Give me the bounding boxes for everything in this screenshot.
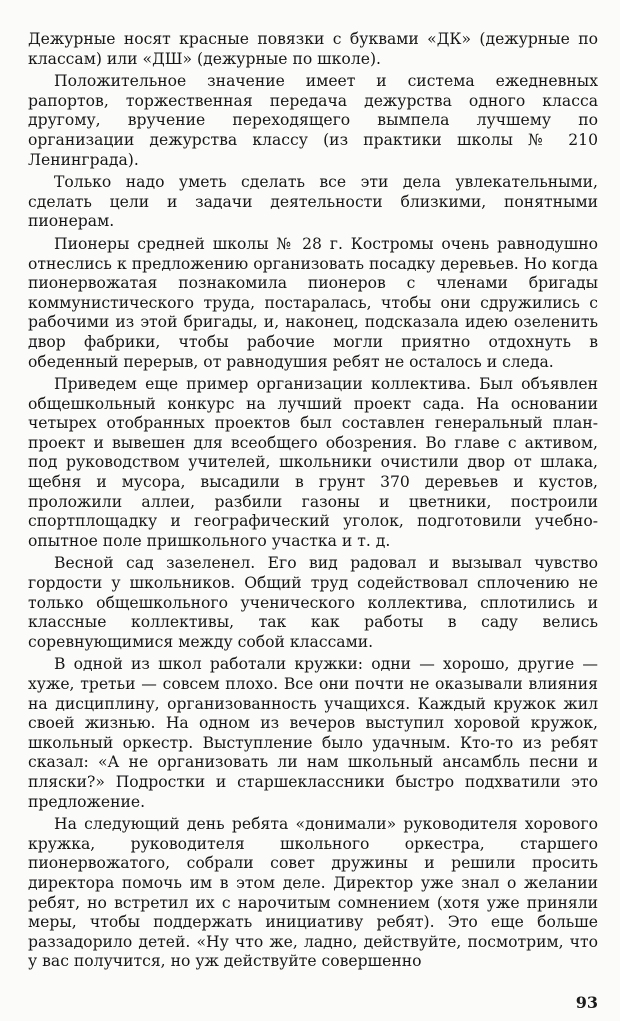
paragraph-1: Дежурные носят красные повязки с буквами «ДК» (дежурные по классам) или «ДШ» (дежурные по школе). [28, 30, 598, 68]
body-text [28, 30, 598, 972]
paragraph-8: На следующий день ребята «донимали» руководителя хорового кружка, руководителя школьного оркестра, старшего пионервожатого, собрали совет дружины и решили просить директора помочь им в этом деле. Директор уже знал о желании ребят, но встретил их с нарочитым сомнением (хотя уже приняли меры, чтобы поддержать инициативу ребят). Это еще больше раззадорило детей. «Ну что же, ладно, действуйте, посмотрим, что у вас получится, но уж действуйте совершенно [28, 815, 598, 971]
paragraph-5: Приведем еще пример организации коллектива. Был объявлен общешкольный конкурс на лучший проект сада. На основании четырех отобранных проектов был составлен генеральный план-проект и вывешен для всеобщего обозрения. Во главе с активом, под руководством учителей, школьники очистили двор от шлака, щебня и мусора, высадили в грунт 370 деревьев и кустов, проложили аллеи, разбили газоны и цветники, построили спортплощадку и географический уголок, подготовили учебно-опытное поле пришкольного участка и т. д. [28, 375, 598, 550]
paragraph-4: Пионеры средней школы № 28 г. Костромы очень равнодушно отнеслись к предложению организовать посадку деревьев. Но когда пионервожатая познакомила пионеров с членами бригады коммунистического труда, постаралась, чтобы они сдружились с рабочими из этой бригады, и, наконец, подсказала идею озеленить двор фабрики, чтобы рабочие могли приятно отдохнуть в обеденный перерыв, от равнодушия ребят не осталось и следа. [28, 234, 598, 371]
paragraph-3: Только надо уметь сделать все эти дела увлекательными, сделать цели и задачи деятельности близкими, понятными пионерам. [28, 173, 598, 231]
paragraph-7: В одной из школ работали кружки: одни — хорошо, другие — хуже, третьи — совсем плохо. Все они почти не оказывали влияния на дисциплину, организованность учащихся. Каждый кружок жил своей жизнью. На одном из вечеров выступил хоровой кружок, школьный оркестр. Выступление было удачным. Кто-то из ребят сказал: «А не организовать ли нам школьный ансамбль песни и пляски?» Подростки и старшеклассники быстро подхватили это предложение. [28, 655, 598, 811]
paragraph-6: Весной сад зазеленел. Его вид радовал и вызывал чувство гордости у школьников. Общий труд содействовал сплочению не только общешкольного ученического коллектива, сплотились и классные коллективы, так как работы в саду велись соревнующимися между собой классами. [28, 554, 598, 651]
paragraph-2: Положительное значение имеет и система ежедневных рапортов, торжественная передача дежурства одного класса другому, вручение переходящего вымпела лучшему по организации дежурства классу (из практики школы № 210 Ленинграда). [28, 72, 598, 169]
page-number: 93 [575, 993, 598, 1012]
